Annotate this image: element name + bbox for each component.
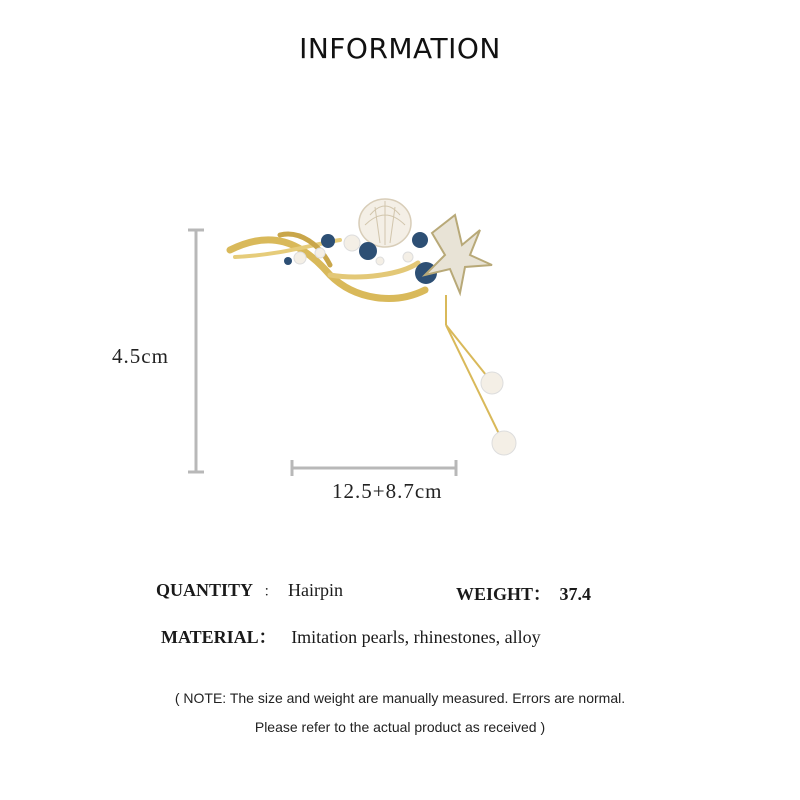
quantity-separator: ： <box>263 585 278 600</box>
height-label: 4.5cm <box>112 344 169 368</box>
page-title: INFORMATION <box>299 32 501 65</box>
quantity-row <box>156 580 343 601</box>
note-line-1: ( NOTE: The size and weight are manually measured. Errors are normal. <box>174 690 626 706</box>
material-value: Imitation pearls, rhinestones, alloy <box>291 627 541 647</box>
quantity-value: Hairpin <box>288 580 343 600</box>
weight-label: WEIGHT： <box>456 584 552 604</box>
quantity-label: QUANTITY <box>156 580 254 600</box>
material-row <box>161 623 541 649</box>
width-label: 12.5+8.7cm <box>332 479 443 503</box>
note-line-2: Please refer to the actual product as received ) <box>254 719 546 735</box>
hairpin-product-image <box>180 185 550 475</box>
weight-row <box>456 580 591 606</box>
weight-value: 37.4 <box>559 584 592 604</box>
material-label: MATERIAL： <box>161 627 277 647</box>
